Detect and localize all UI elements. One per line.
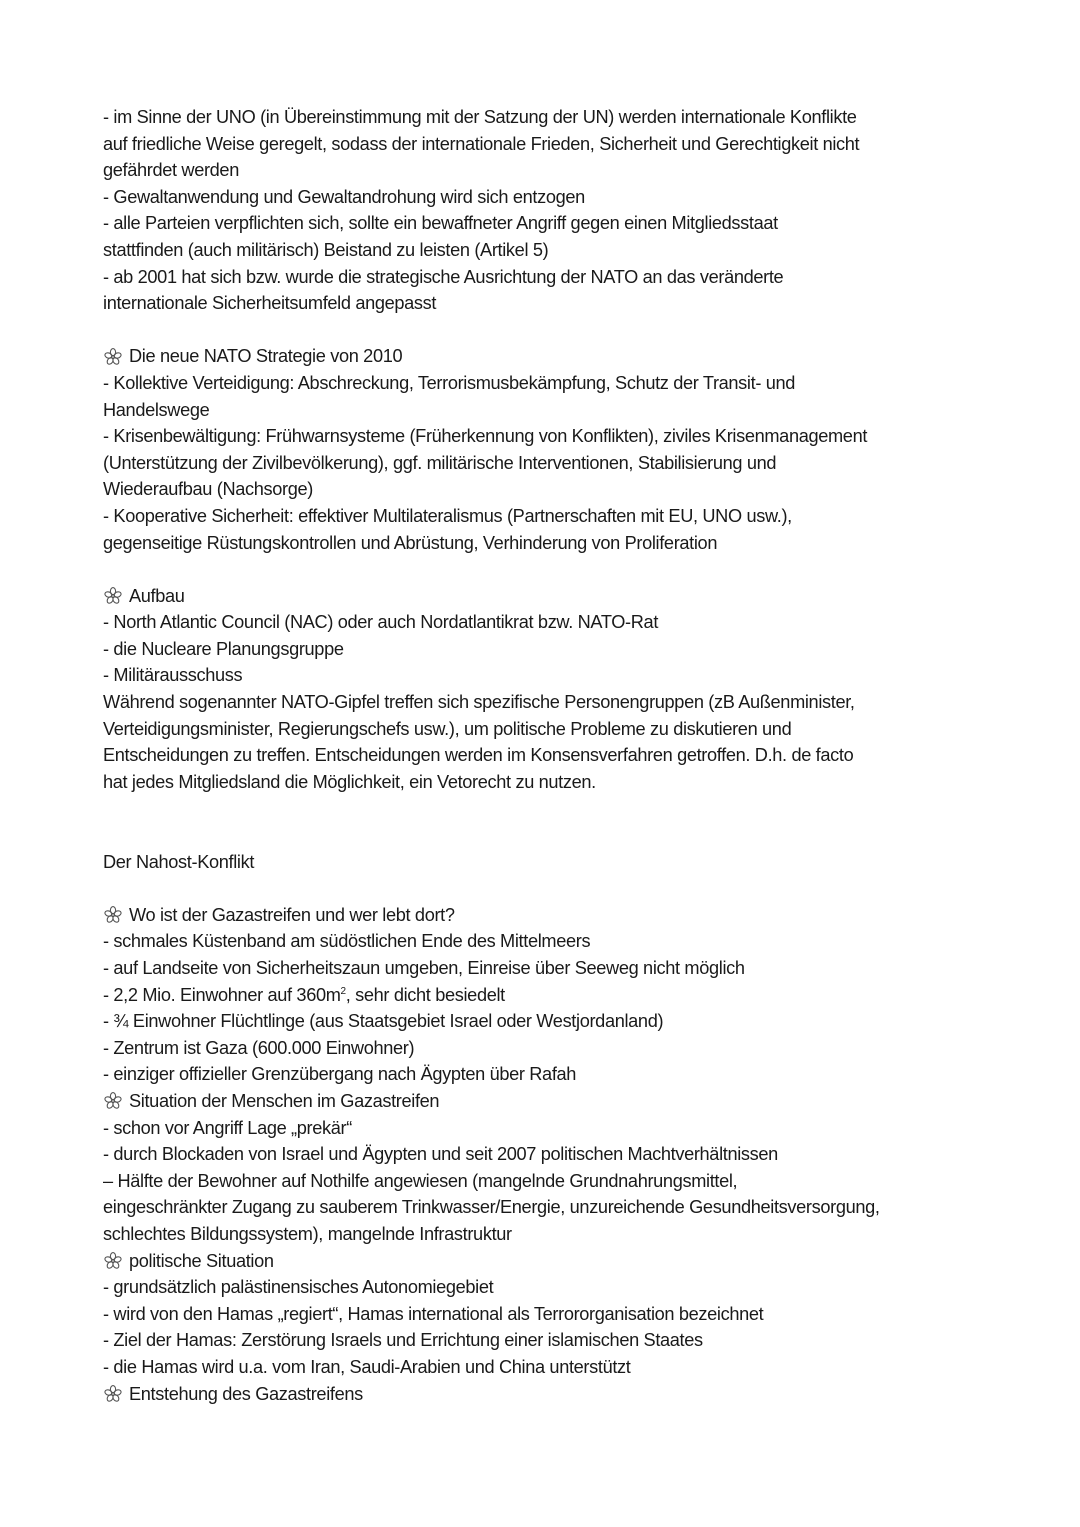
text-line: - einziger offizieller Grenzübergang nach Ägypten über Rafah: [103, 1064, 577, 1085]
section-heading-text: Aufbau: [129, 585, 185, 606]
text-line: [103, 982, 983, 1009]
flower-bullet-icon: [103, 1251, 123, 1271]
text-line: Entscheidungen zu treffen. Entscheidungen werden im Konsensverfahren getroffen. D.h. de facto: [103, 745, 854, 766]
section-heading-text: Die neue NATO Strategie von 2010: [129, 346, 403, 367]
text-line: - ¾ Einwohner Flüchtlinge (aus Staatsgebiet Israel oder Westjordanland): [103, 1011, 664, 1032]
spacer: [103, 875, 983, 902]
text-segment: , sehr dicht besiedelt: [345, 984, 505, 1005]
section-heading-text: politische Situation: [129, 1250, 274, 1271]
flower-bullet-icon: [103, 905, 123, 925]
text-line: - alle Parteien verpflichten sich, sollte ein bewaffneter Angriff gegen einen Mitgliedsstaat: [103, 213, 778, 234]
section-heading: [103, 1088, 983, 1115]
nato-principles-section: [103, 104, 983, 317]
text-line: - auf Landseite von Sicherheitszaun umgeben, Einreise über Seeweg nicht möglich: [103, 958, 745, 978]
text-line: - ab 2001 hat sich bzw. wurde die strategische Ausrichtung der NATO an das veränderte: [103, 266, 784, 287]
section-heading: [103, 902, 983, 929]
document-page: [103, 104, 983, 1407]
text-line: schlechtes Bildungssystem), mangelnde Infrastruktur: [103, 1223, 512, 1244]
text-line: auf friedliche Weise geregelt, sodass der internationale Frieden, Sicherheit und Gerechtigkeit nicht: [103, 133, 860, 154]
text-line: - die Hamas wird u.a. vom Iran, Saudi-Arabien und China unterstützt: [103, 1356, 631, 1377]
text-line: Wiederaufbau (Nachsorge): [103, 479, 313, 500]
text-line: Verteidigungsminister, Regierungschefs usw.), um politische Probleme zu diskutieren und: [103, 718, 792, 739]
section-heading: [103, 1381, 983, 1408]
text-line: - Ziel der Hamas: Zerstörung Israels und Errichtung einer islamischen Staates: [103, 1330, 703, 1351]
text-line: - durch Blockaden von Israel und Ägypten und seit 2007 politischen Machtverhältnissen: [103, 1144, 778, 1165]
text-line: - wird von den Hamas „regiert“, Hamas international als Terrororganisation bezeichnet: [103, 1303, 764, 1324]
text-line: - Kooperative Sicherheit: effektiver Multilateralismus (Partnerschaften mit EU, UNO usw.),: [103, 505, 792, 526]
text-line: gegenseitige Rüstungskontrollen und Abrüstung, Verhinderung von Proliferation: [103, 532, 718, 553]
text-line: - schon vor Angriff Lage „prekär“: [103, 1117, 352, 1138]
flower-bullet-icon: [103, 586, 123, 606]
text-line: - North Atlantic Council (NAC) oder auch Nordatlantikrat bzw. NATO-Rat: [103, 612, 659, 633]
section-heading: [103, 583, 983, 610]
text-line: - Gewaltanwendung und Gewaltandrohung wird sich entzogen: [103, 186, 585, 207]
text-line: - Kollektive Verteidigung: Abschreckung, Terrorismusbekämpfung, Schutz der Transit- und: [103, 372, 796, 393]
text-line: - Militärausschuss: [103, 665, 243, 686]
text-line: - die Nucleare Planungsgruppe: [103, 638, 344, 659]
section-heading-text: Wo ist der Gazastreifen und wer lebt dort?: [129, 904, 455, 925]
text-line: internationale Sicherheitsumfeld angepasst: [103, 293, 437, 314]
text-line: - im Sinne der UNO (in Übereinstimmung mit der Satzung der UN) werden internationale Konflikte: [103, 107, 857, 127]
nato-structure-section: [103, 583, 983, 796]
text-line: stattfinden (auch militärisch) Beistand zu leisten (Artikel 5): [103, 239, 549, 260]
spacer: [103, 795, 983, 848]
chapter-title: Der Nahost-Konflikt: [103, 851, 255, 872]
text-segment: - 2,2 Mio. Einwohner auf 360m: [103, 984, 341, 1005]
text-line: (Unterstützung der Zivilbevölkerung), ggf. militärische Interventionen, Stabilisierung und: [103, 452, 777, 473]
flower-bullet-icon: [103, 1384, 123, 1404]
text-line: eingeschränkter Zugang zu sauberem Trinkwasser/Energie, unzureichende Gesundheitsversorgung,: [103, 1197, 880, 1218]
section-heading-text: Entstehung des Gazastreifens: [129, 1383, 363, 1404]
text-line: - schmales Küstenband am südöstlichen Ende des Mittelmeers: [103, 931, 591, 952]
flower-bullet-icon: [103, 1091, 123, 1111]
section-heading: [103, 343, 983, 370]
text-line: Während sogenannter NATO-Gipfel treffen sich spezifische Personengruppen (zB Außenminister,: [103, 692, 855, 713]
text-line: – Hälfte der Bewohner auf Nothilfe angewiesen (mangelnde Grundnahrungsmittel,: [103, 1170, 738, 1191]
section-heading-text: Situation der Menschen im Gazastreifen: [129, 1090, 440, 1111]
text-line: - Zentrum ist Gaza (600.000 Einwohner): [103, 1037, 415, 1058]
section-heading: [103, 1248, 983, 1275]
spacer: [103, 317, 983, 344]
text-line: gefährdet werden: [103, 160, 239, 181]
text-line: Handelswege: [103, 399, 210, 420]
text-line: - grundsätzlich palästinensisches Autonomiegebiet: [103, 1277, 494, 1298]
nato-strategy-2010-section: [103, 343, 983, 556]
flower-bullet-icon: [103, 347, 123, 367]
text-line: hat jedes Mitgliedsland die Möglichkeit, ein Vetorecht zu nutzen.: [103, 771, 596, 792]
middle-east-conflict-section: [103, 849, 983, 1407]
spacer: [103, 556, 983, 583]
text-line: - Krisenbewältigung: Frühwarnsysteme (Früherkennung von Konflikten), ziviles Krisenmanagement: [103, 426, 868, 447]
superscript: 2: [340, 985, 346, 997]
